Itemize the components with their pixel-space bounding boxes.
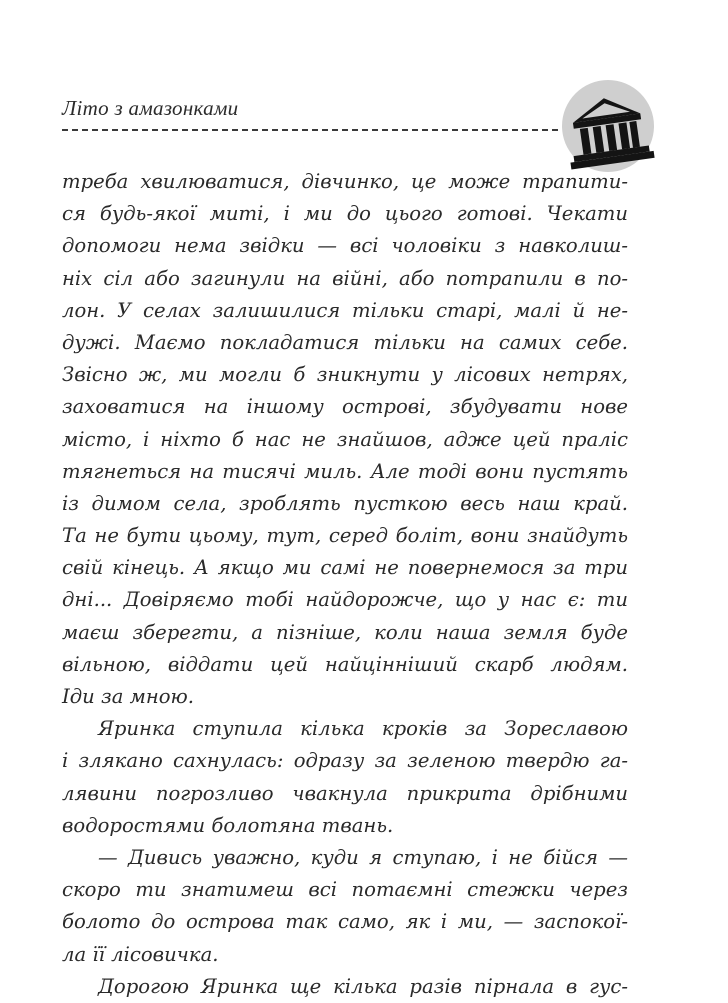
text-line: дні... Довіряємо тобі найдорожче, що у нас є: ти (62, 588, 628, 612)
text-line: вільною, віддати цей найцінніший скарб людям. (62, 652, 628, 676)
text-line: Дорогою Яринка ще кілька разів пірнала в гус- (98, 974, 628, 998)
text-line: Та не бути цьому, тут, серед боліт, вони знайдуть (62, 524, 628, 548)
text-line: із димом села, зроблять пусткою весь наш край. (62, 491, 628, 515)
running-title: Літо з амазонками (62, 96, 239, 120)
header-dashed-rule (62, 129, 558, 131)
text-line: заховатися на іншому острові, збудувати нове (62, 395, 628, 419)
text-line: водоростями болотяна твань. (62, 813, 394, 837)
text-line: ніх сіл або загинули на війні, або потрапили в по- (62, 266, 628, 290)
text-line: маєш зберегти, а пізніше, коли наша земля буде (62, 620, 628, 644)
text-line: треба хвилюватися, дівчинко, це може трапити- (62, 170, 628, 193)
temple-columns-icon (560, 78, 656, 174)
text-line: тягнеться на тисячі миль. Але тоді вони пустять (62, 459, 628, 483)
text-line: допомоги нема звідки — всі чоловіки з навколиш- (62, 234, 628, 258)
body-text (62, 166, 628, 1003)
text-line: Яринка ступила кілька кроків за Зореславою (98, 717, 628, 741)
text-line: — Дивись уважно, куди я ступаю, і не бійся — (98, 845, 628, 869)
text-line: болото до острова так само, як і ми, — заспокої- (62, 910, 628, 934)
text-line: Звісно ж, ми могли б зникнути у лісових нетрях, (62, 363, 628, 387)
text-line: і злякано сахнулась: одразу за зеленою твердю га- (62, 749, 628, 773)
text-line: дужі. Маємо покладатися тільки на самих себе. (62, 330, 628, 354)
text-line: скоро ти знатимеш всі потаємні стежки через (62, 878, 628, 902)
text-line: місто, і ніхто б нас не знайшов, адже цей праліс (62, 427, 628, 451)
text-line: ся будь-якої миті, і ми до цього готові. Чекати (62, 202, 628, 226)
text-line: свій кінець. А якщо ми самі не повернемося за три (62, 556, 628, 580)
text-line: лявини погрозливо чвакнула прикрита дрібними (62, 781, 628, 805)
text-line: Іди за мною. (62, 685, 195, 708)
text-line: лон. У селах залишилися тільки старі, малі й не- (62, 298, 628, 322)
text-line: ла її лісовичка. (62, 942, 219, 966)
